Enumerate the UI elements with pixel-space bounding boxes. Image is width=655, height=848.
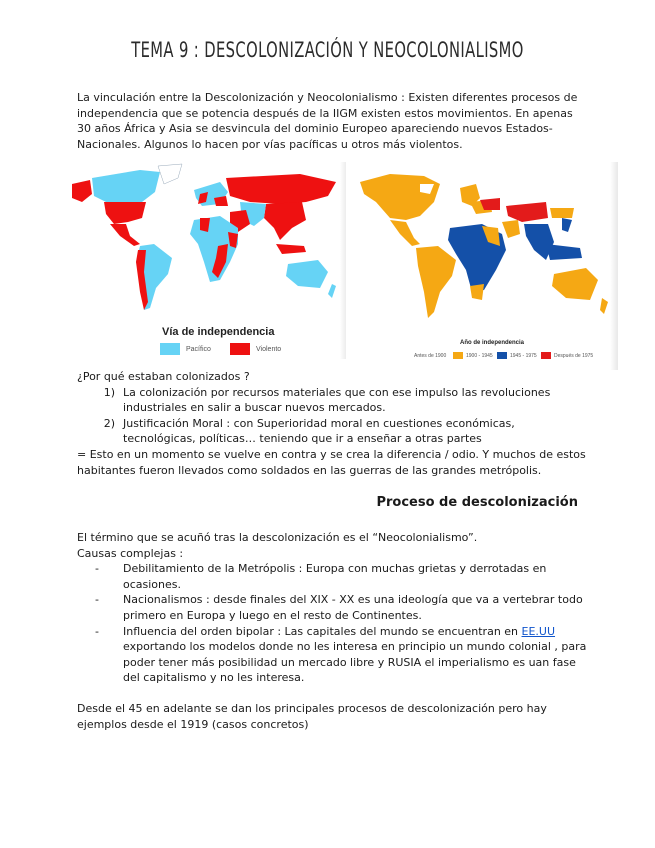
closing-paragraph: Desde el 45 en adelante se dan los principales procesos de descolonización pero hay ejemplos desde el 1919 (casos concretos): [77, 701, 547, 731]
list-item: [77, 385, 587, 416]
causes-label: Causas complejas :: [77, 546, 184, 560]
legend-swatch-1900-1945: [453, 352, 463, 359]
legend-label-1945-1975: 1945 - 1975: [510, 352, 537, 359]
map-independence-year: [350, 162, 618, 370]
list-marker: -: [95, 624, 99, 638]
legend-label-before-1900: Antes de 1900: [414, 352, 447, 359]
page-title: TEMA 9 : DESCOLONIZACIÓN Y NEOCOLONIALISMO: [131, 38, 524, 62]
list-item-text: Debilitamiento de la Metrópolis : Europa con muchas grietas y derrotadas en ocasiones.: [123, 562, 547, 591]
map-left-legend-title: Vía de independencia: [162, 326, 275, 338]
map-right-legend: [414, 352, 593, 359]
list-item: [77, 592, 587, 623]
neocolonialism-term: El término que se acuñó tras la descolonización es el “Neocolonialismo”.: [77, 531, 478, 544]
list-marker: -: [95, 593, 99, 607]
maps-figure: [70, 162, 620, 370]
world-map-year-icon: [350, 162, 612, 327]
why-colonized-conclusion: = Esto en un momento se vuelve en contra y se crea la diferencia / odio. Y muchos de estos habitantes fueron llevados como soldados en las guerras de las grandes metrópolis.: [77, 447, 586, 477]
list-item: [77, 624, 587, 686]
legend-swatch-1945-1975: [497, 352, 507, 359]
legend-label-1900-1945: 1900 - 1945: [466, 352, 493, 359]
legend-swatch-after-1975: [541, 352, 551, 359]
list-item-text: [123, 624, 587, 686]
list-item: [77, 561, 587, 592]
list-marker: 1): [103, 385, 115, 399]
list-item-text: Nacionalismos : desde finales del XIX - XX es una ideología que va a vertebrar todo primero en Europa y luego en el resto de Continentes.: [123, 593, 583, 622]
bipolar-text-before: Influencia del orden bipolar : Las capitales del mundo se encuentran en: [123, 624, 522, 638]
list-marker: -: [95, 562, 99, 576]
process-section: [77, 530, 587, 732]
list-item-text: Justificación Moral : con Superioridad moral en cuestiones económicas, tecnológicas, políticas… teniendo que ir a enseñar a otras partes: [123, 416, 515, 446]
why-colonized-section: [77, 369, 587, 478]
legend-swatch-pacific: [160, 343, 180, 355]
intro-paragraph: La vinculación entre la Descolonización y Neocolonialismo : Existen diferentes procesos de independencia que se potencia después de la IIGM existen estos movimientos. En apenas 30 años África y Asia se desvincula del dominio Europeo apareciendo nuevos Estados-Nacionales. Algunos lo hacen por vías pacíficas u otros más violentos.: [77, 91, 578, 151]
legend-label-after-1975: Después de 1975: [554, 352, 594, 359]
legend-swatch-violent: [230, 343, 250, 355]
eeuu-link[interactable]: EE.UU: [521, 624, 556, 638]
world-map-method-icon: [70, 162, 340, 322]
map-independence-method: [70, 162, 346, 359]
bipolar-text-after: exportando los modelos donde no les interesa en principio un mundo colonial , para poder tener más posibilidad un mercado libre y RUSIA el imperialismo es uan fase del capitalismo y no les interesa.: [123, 640, 587, 685]
section-heading-process: Proceso de descolonización: [376, 495, 578, 510]
map-left-legend: [160, 343, 281, 355]
why-colonized-question: ¿Por qué estaban colonizados ?: [77, 370, 250, 383]
list-marker: 2): [103, 416, 115, 430]
list-item-text: La colonización por recursos materiales que con ese impulso las revoluciones industriales en salir a buscar nuevos mercados.: [123, 385, 551, 415]
map-right-legend-title: Año de independencia: [460, 340, 525, 346]
list-item: [77, 416, 587, 447]
legend-label-pacific: Pacífico: [186, 345, 211, 353]
legend-label-violent: Violento: [256, 345, 282, 353]
